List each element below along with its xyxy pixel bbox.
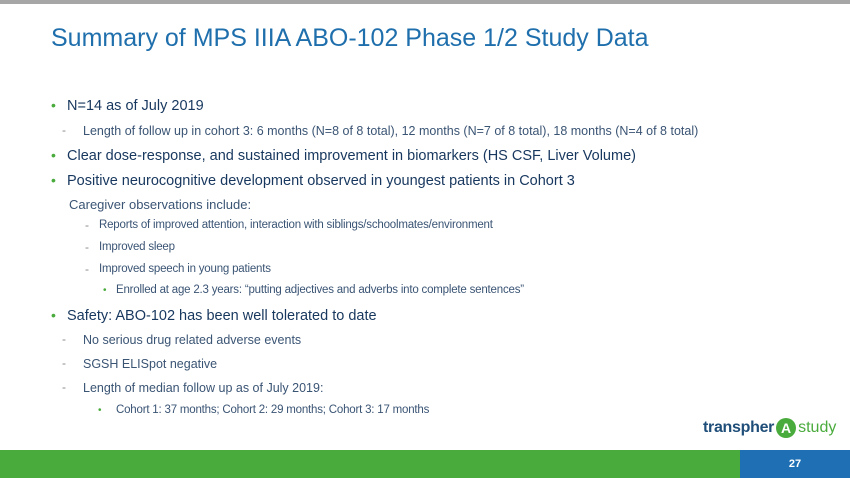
transpher-a-study-logo <box>703 414 836 442</box>
sub-bullet-dot: • <box>98 405 102 416</box>
dash-marker: - <box>62 380 66 394</box>
logo-mark-icon: A <box>776 418 796 438</box>
dash-marker: - <box>85 218 89 232</box>
bullet-n14: N=14 as of July 2019 <box>67 98 204 114</box>
dash-marker: - <box>85 262 89 276</box>
page-number: 27 <box>788 458 802 470</box>
logo-word: transpher <box>703 419 775 436</box>
slide-title: Summary of MPS IIIA ABO-102 Phase 1/2 Study Data <box>51 24 649 52</box>
bullet-neurocognitive: Positive neurocognitive development observed in youngest patients in Cohort 3 <box>67 173 575 189</box>
cohort-followup-months: Cohort 1: 37 months; Cohort 2: 29 months; Cohort 3: 17 months <box>116 404 430 416</box>
dash-marker: - <box>85 240 89 254</box>
bullet-dot: • <box>51 307 56 323</box>
bullet-dot: • <box>51 172 56 188</box>
obs-speech-detail: Enrolled at age 2.3 years: “putting adjectives and adverbs into complete sentences” <box>116 284 524 296</box>
bullet-dot: • <box>51 97 56 113</box>
sub-bullet-dot: • <box>103 285 107 296</box>
bullet-dose-response: Clear dose-response, and sustained improvement in biomarkers (HS CSF, Liver Volume) <box>67 148 636 164</box>
safety-median-followup: Length of median follow up as of July 2019: <box>83 381 324 395</box>
obs-sleep: Improved sleep <box>99 241 175 253</box>
bullet-safety: Safety: ABO-102 has been well tolerated to date <box>67 308 377 324</box>
followup-cohort3: Length of follow up in cohort 3: 6 months (N=8 of 8 total), 12 months (N=7 of 8 total), 18 months (N=4 of 8 total) <box>83 124 699 138</box>
caregiver-heading: Caregiver observations include: <box>69 197 252 212</box>
dash-marker: - <box>62 332 66 346</box>
logo-suffix: study <box>798 419 837 436</box>
obs-speech: Improved speech in young patients <box>99 263 271 275</box>
dash-marker: - <box>62 123 66 137</box>
safety-no-sae: No serious drug related adverse events <box>83 333 302 347</box>
obs-attention: Reports of improved attention, interaction with siblings/schoolmates/environment <box>99 219 493 231</box>
page-number-box <box>740 450 850 478</box>
safety-elispot: SGSH ELISpot negative <box>83 357 218 371</box>
bullet-dot: • <box>51 147 56 163</box>
dash-marker: - <box>62 356 66 370</box>
footer-bar <box>0 450 740 478</box>
